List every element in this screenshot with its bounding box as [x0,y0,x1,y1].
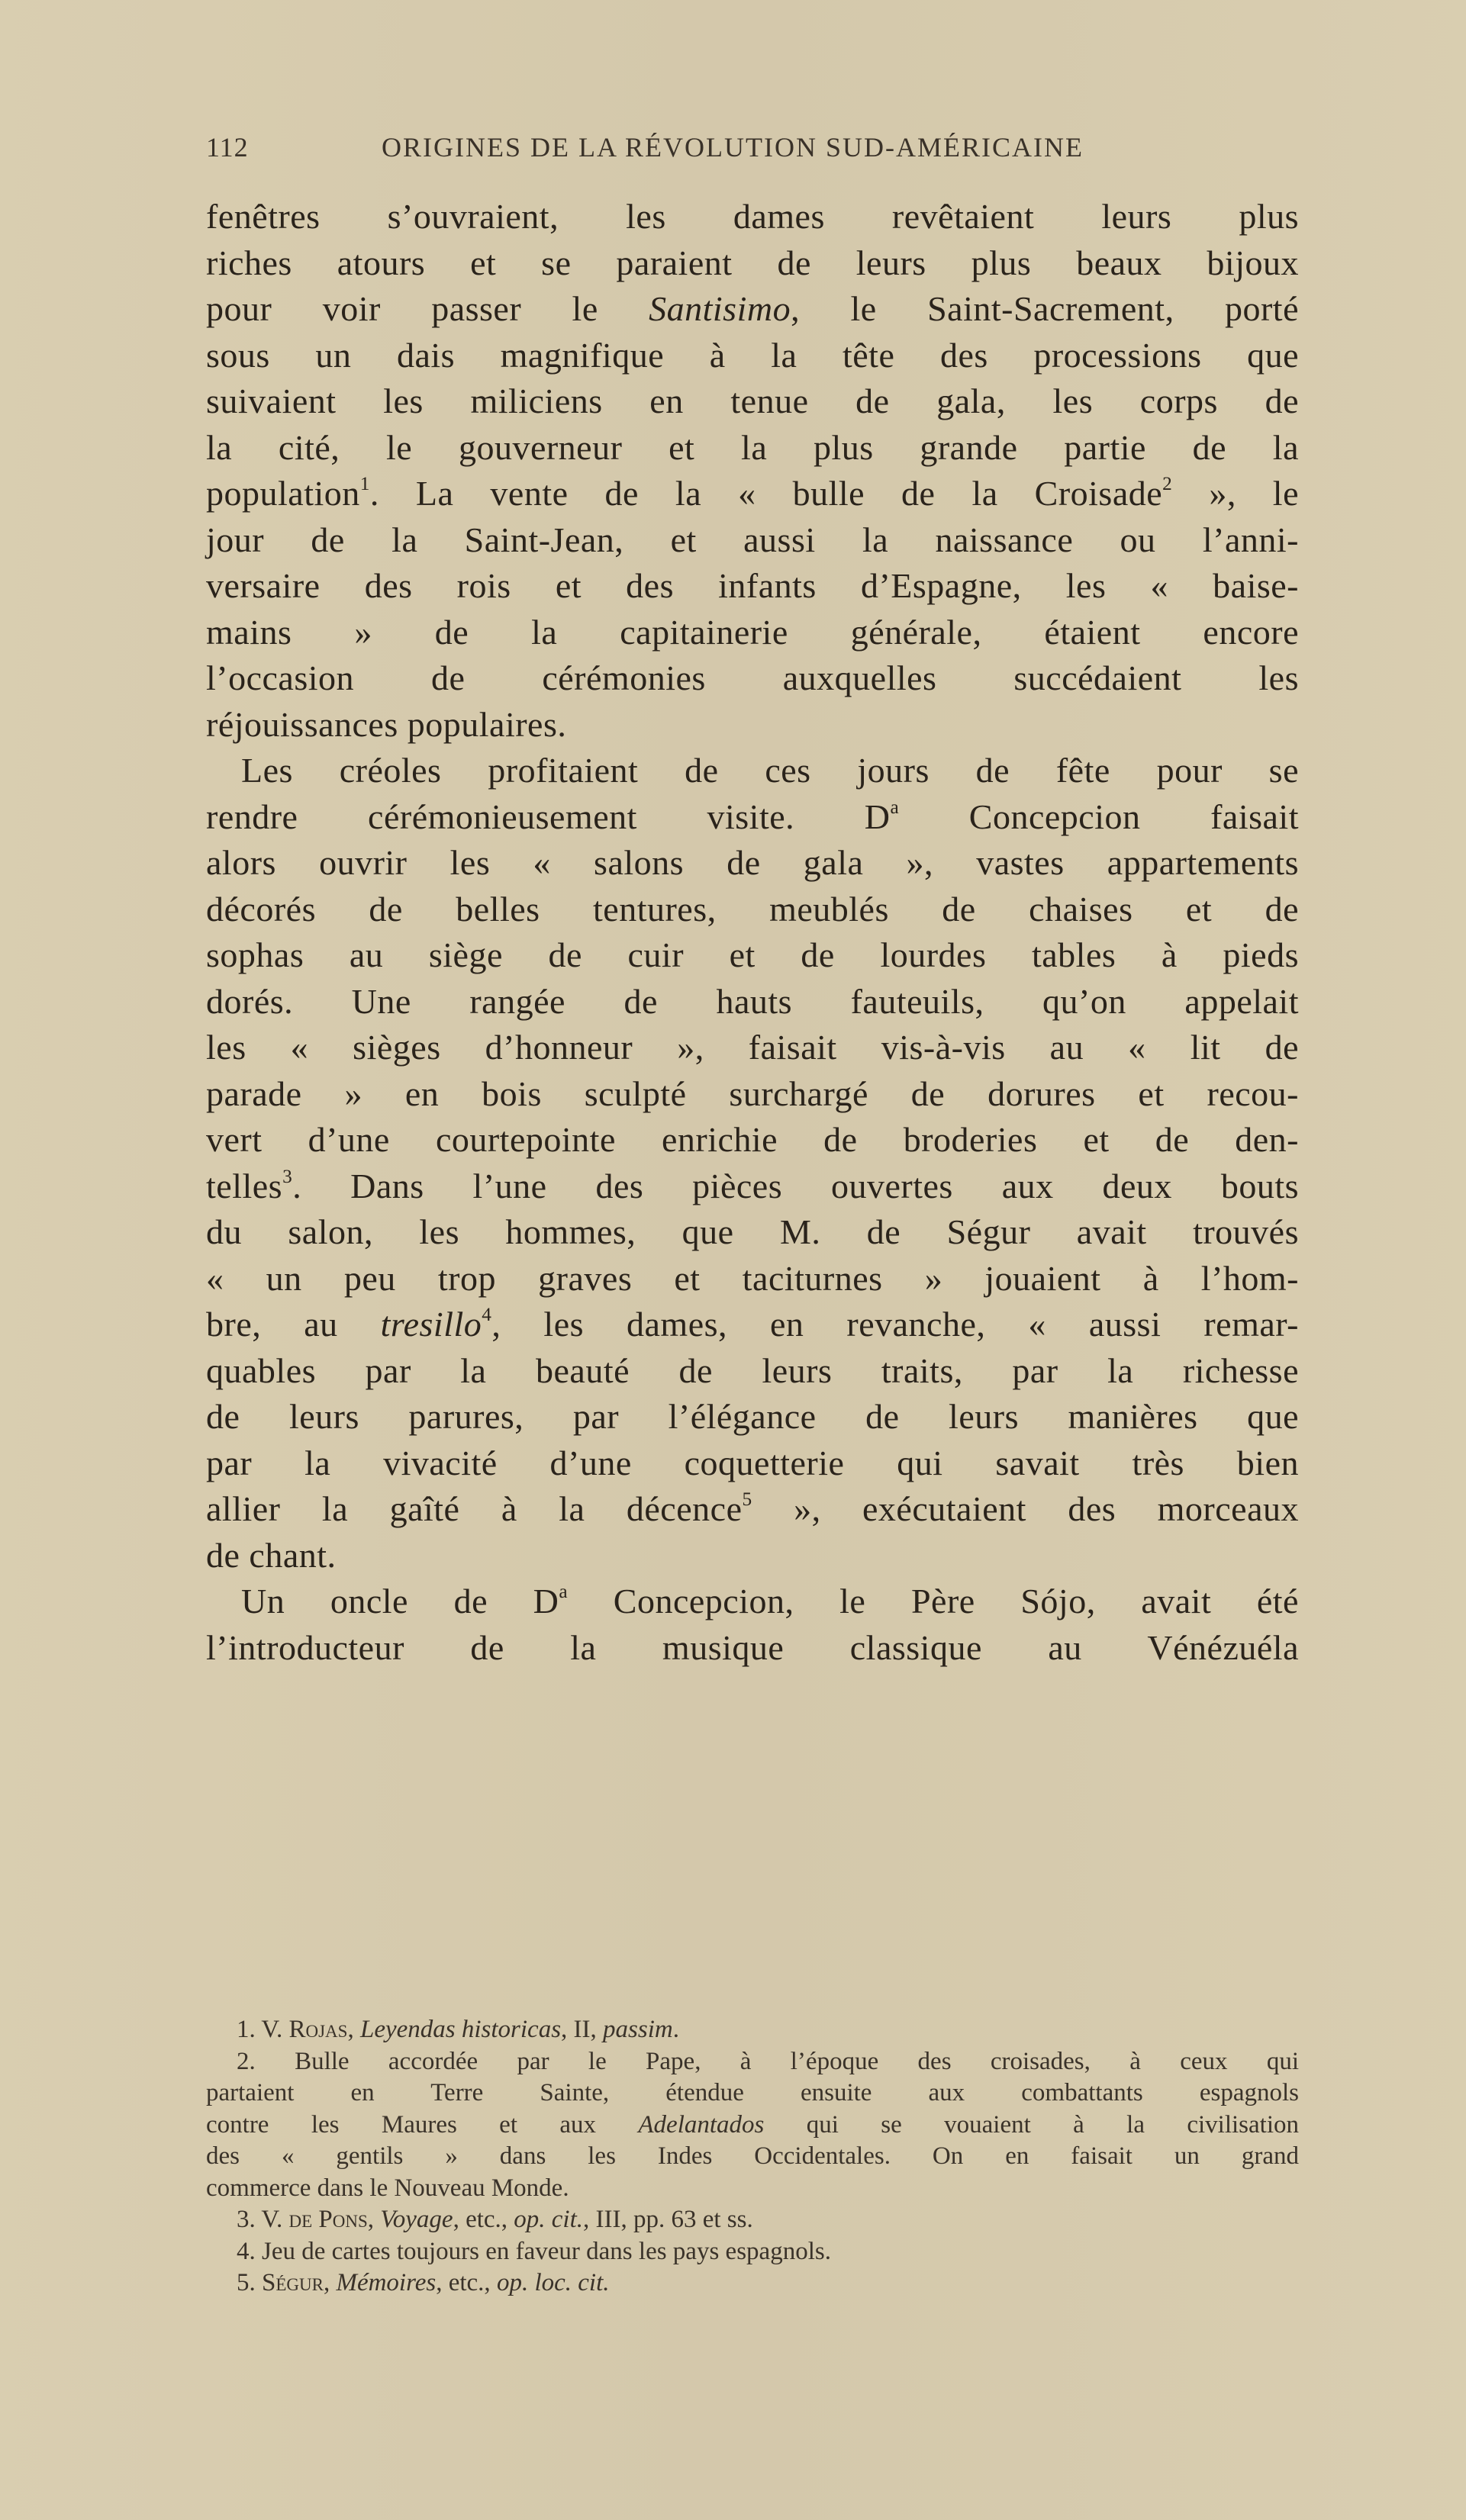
text-line: décorés de belles tentures, meublés de chaises et de [206,889,1299,929]
page-number: 112 [206,132,249,163]
text-line: sophas au siège de cuir et de lourdes tables à pieds [206,935,1299,974]
text-line: pour voir passer le Santisimo, le Saint-Sacrement, porté [206,289,1299,328]
text-line: riches atours et se paraient de leurs plus beaux bijoux [206,243,1299,282]
text-line: bre, au tresillo$^4$, les dames, en revanche, « aussi remar- [206,1303,1299,1344]
text-line: suivaient les miliciens en tenue de gala, les corps de [206,381,1299,420]
footnote-line: 3. V. de Pons, Voyage, etc., op. cit., III, pp. 63 et ss. [237,2206,753,2233]
text-line: dorés. Une rangée de hauts fauteuils, qu’on appelait [206,981,1299,1021]
text-line: de leurs parures, par l’élégance de leurs manières que [206,1397,1299,1436]
text-line: les « sièges d’honneur », faisait vis-à-vis au « lit de [206,1028,1299,1067]
text-line: rendre cérémonieusement visite. $D^a$ Concepcion faisait [206,796,1299,836]
footnote-line: commerce dans le Nouveau Monde. [206,2174,569,2202]
text-line: telles$^3$. Dans l’une des pièces ouvertes aux deux bouts [206,1165,1299,1205]
text-line: quables par la beauté de leurs traits, par la richesse [206,1350,1299,1390]
text-line: mains » de la capitainerie générale, étaient encore [206,612,1299,652]
footnote-line: 2. Bulle accordée par le Pape, à l’époque des croisades, à ceux qui [237,2047,1299,2075]
running-title: ORIGINES DE LA RÉVOLUTION SUD-AMÉRICAINE [382,132,1084,163]
footnote-line: 4. Jeu de cartes toujours en faveur dans les pays espagnols. [237,2237,831,2265]
text-line: versaire des rois et des infants d’Espagne, les « baise- [206,566,1299,605]
text-line: jour de la Saint-Jean, et aussi la naissance ou l’anni- [206,520,1299,559]
text-line: réjouissances populaires. [206,704,567,744]
footnote-line: des « gentils » dans les Indes Occidentales. On en faisait un grand [206,2142,1299,2170]
text-line: sous un dais magnifique à la tête des processions que [206,335,1299,375]
text-line: « un peu trop graves et taciturnes » jouaient à l’hom- [206,1258,1299,1298]
footnote-line: partaient en Terre Sainte, étendue ensuite aux combattants espagnols [206,2079,1299,2106]
text-line: Un oncle de $D^a$ Concepcion, le Père Sójo, avait été [241,1580,1299,1620]
footnote-line: contre les Maures et aux Adelantados qui se vouaient à la civilisation [206,2110,1299,2139]
text-line: de chant. [206,1535,337,1575]
text-line: l’occasion de cérémonies auxquelles succédaient les [206,658,1299,697]
text-line: fenêtres s’ouvraient, les dames revêtaient leurs plus [206,197,1299,236]
book-page [206,131,1299,1671]
body-text [206,194,1299,1671]
text-line: Les créoles profitaient de ces jours de fête pour se [241,751,1299,790]
text-line: allier la gaîté à la décence$^5$ », exécutaient des morceaux [206,1488,1299,1528]
footnotes [206,2014,1299,2300]
text-line: alors ouvrir les « salons de gala », vastes appartements [206,843,1299,882]
text-line: par la vivacité d’une coquetterie qui savait très bien [206,1443,1299,1482]
text-line: la cité, le gouverneur et la plus grande partie de la [206,427,1299,467]
text-line: parade » en bois sculpté surchargé de dorures et recou- [206,1073,1299,1113]
text-line: vert d’une courtepointe enrichie de broderies et de den- [206,1120,1299,1159]
running-head [206,131,1299,177]
footnote-line: 1. V. Rojas, Leyendas historicas, II, passim. [237,2016,679,2043]
text-line: du salon, les hommes, que M. de Ségur avait trouvés [206,1212,1299,1251]
text-line: population$^1$. La vente de la « bulle de la Croisade$^2$ », le [206,472,1299,513]
text-line: l’introducteur de la musique classique au Vénézuéla [206,1627,1299,1667]
footnote-line: 5. Ségur, Mémoires, etc., op. loc. cit. [237,2269,610,2296]
